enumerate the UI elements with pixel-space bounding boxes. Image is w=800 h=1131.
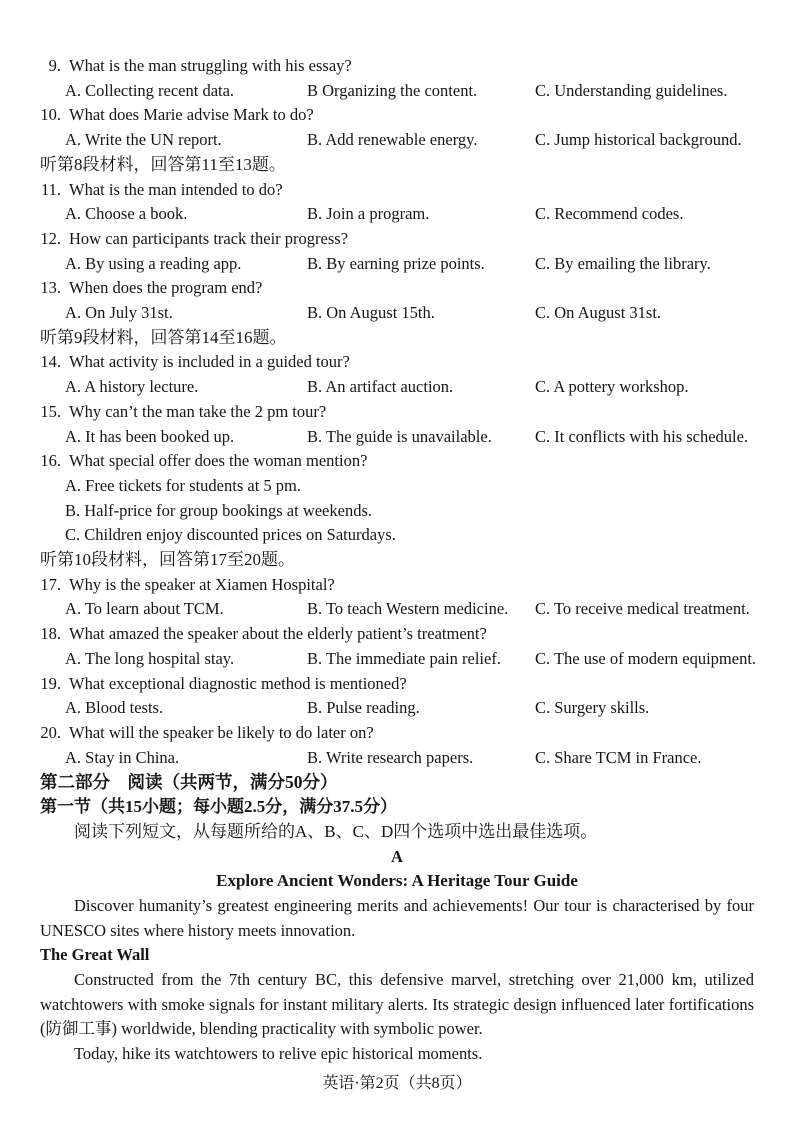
page-footer: 英语·第2页（共8页） (322, 1074, 472, 1092)
question-10-number: 10. (40, 105, 61, 125)
question-10-option-b: B. Add renewable energy. (307, 130, 478, 150)
question-18-option-b: B. The immediate pain relief. (307, 648, 501, 668)
question-10 (40, 103, 754, 128)
question-12 (40, 227, 754, 252)
question-16-number: 16. (40, 451, 61, 471)
question-14-options (65, 375, 754, 400)
question-12-stem: How can participants track their progress? (69, 228, 349, 248)
question-18-stem: What amazed the speaker about the elderly patient’s treatment? (69, 624, 487, 644)
passage-title: Explore Ancient Wonders: A Heritage Tour Guide (216, 871, 578, 891)
question-11-option-a: A. Choose a book. (65, 204, 188, 224)
question-12-number: 12. (40, 228, 61, 248)
question-11 (40, 178, 754, 203)
question-9-option-b: B Organizing the content. (307, 80, 478, 100)
section1-heading: 第一节（共15小题；每小题2.5分，满分37.5分） (40, 797, 397, 817)
question-19 (40, 672, 754, 697)
question-9-number: 9. (48, 56, 61, 75)
question-14 (40, 350, 754, 375)
question-16-option-c: C. Children enjoy discounted prices on Saturdays. (65, 525, 396, 545)
question-18-option-a: A. The long hospital stay. (65, 648, 235, 668)
question-10-options (65, 128, 754, 153)
question-14-option-a: A. A history lecture. (65, 377, 199, 397)
question-20-options (65, 746, 754, 771)
question-16-option-a: A. Free tickets for students at 5 pm. (65, 475, 301, 495)
question-18-options (65, 647, 757, 672)
question-19-number: 19. (40, 673, 61, 693)
question-13-option-a: A. On July 31st. (65, 303, 173, 323)
reading-section (40, 770, 754, 1066)
question-13-option-b: B. On August 15th. (307, 303, 435, 323)
material-cue-9: 听第9段材料，回答第14至16题。 (40, 327, 287, 347)
question-10-option-c: C. Jump historical background. (535, 130, 742, 150)
question-20-option-b: B. Write research papers. (307, 747, 474, 767)
question-19-option-b: B. Pulse reading. (307, 698, 420, 718)
question-16 (40, 449, 754, 474)
question-18-number: 18. (40, 624, 61, 644)
question-15-options (65, 425, 754, 450)
question-18-option-c: C. The use of modern equipment. (535, 648, 757, 668)
question-11-stem: What is the man intended to do? (69, 179, 283, 199)
question-13-stem: When does the program end? (69, 278, 263, 298)
passage-label: A (391, 846, 403, 866)
question-9-stem: What is the man struggling with his essay? (69, 56, 352, 75)
question-12-option-a: A. By using a reading app. (65, 253, 242, 273)
question-15-stem: Why can’t the man take the 2 pm tour? (69, 401, 327, 421)
question-14-option-c: C. A pottery workshop. (535, 377, 689, 397)
passage-paragraph-2: Constructed from the 7th century BC, this defensive marvel, stretching over 21,000 km, utilized watchtowers with smoke signals for instant military alerts. Its strategic design influenced later fortifications (防御工事) worldwide, blending practicality with symbolic power. (40, 970, 754, 1039)
question-19-options (65, 696, 754, 721)
question-9-option-a: A. Collecting recent data. (65, 80, 235, 100)
question-14-number: 14. (40, 352, 61, 372)
listening-section (40, 54, 757, 770)
question-17-option-c: C. To receive medical treatment. (535, 599, 750, 619)
question-11-option-c: C. Recommend codes. (535, 204, 684, 224)
reading-instruction: 阅读下列短文，从每题所给的A、B、C、D四个选项中选出最佳选项。 (74, 821, 598, 841)
passage-paragraph-3: Today, hike its watchtowers to relive epic historical moments. (74, 1044, 483, 1064)
question-14-option-b: B. An artifact auction. (307, 377, 454, 397)
question-19-option-c: C. Surgery skills. (535, 698, 650, 718)
question-17-number: 17. (40, 574, 61, 594)
question-11-number: 11. (40, 179, 61, 199)
question-16-option-b: B. Half-price for group bookings at weekends. (65, 500, 372, 520)
passage-subheading-great-wall: The Great Wall (40, 945, 150, 965)
question-18 (40, 622, 754, 647)
question-12-options (65, 252, 754, 277)
question-20-option-a: A. Stay in China. (65, 747, 180, 767)
question-20-option-c: C. Share TCM in France. (535, 747, 702, 767)
question-17-option-a: A. To learn about TCM. (65, 599, 224, 619)
question-13-option-c: C. On August 31st. (535, 303, 662, 323)
question-10-option-a: A. Write the UN report. (65, 130, 222, 150)
question-10-stem: What does Marie advise Mark to do? (69, 105, 314, 125)
question-9-option-c: C. Understanding guidelines. (535, 80, 728, 100)
question-15-option-c: C. It conflicts with his schedule. (535, 426, 749, 446)
question-11-option-b: B. Join a program. (307, 204, 430, 224)
question-15 (40, 400, 754, 425)
material-cue-10: 听第10段材料，回答第17至20题。 (40, 550, 295, 570)
question-17 (40, 573, 754, 598)
question-20 (40, 721, 754, 746)
question-15-number: 15. (40, 401, 61, 421)
question-9 (40, 54, 754, 79)
question-9-options (65, 79, 754, 104)
question-17-options (65, 597, 754, 622)
question-11-options (65, 202, 754, 227)
question-15-option-b: B. The guide is unavailable. (307, 426, 492, 446)
question-20-number: 20. (40, 722, 61, 742)
question-12-option-c: C. By emailing the library. (535, 253, 711, 273)
question-20-stem: What will the speaker be likely to do later on? (69, 722, 374, 742)
question-17-option-b: B. To teach Western medicine. (307, 599, 509, 619)
question-13 (40, 276, 754, 301)
question-13-number: 13. (40, 278, 61, 298)
part2-heading: 第二部分 阅读（共两节，满分50分） (40, 772, 338, 793)
question-12-option-b: B. By earning prize points. (307, 253, 485, 273)
question-15-option-a: A. It has been booked up. (65, 426, 235, 446)
question-13-options (65, 301, 754, 326)
passage-paragraph-1: Discover humanity’s greatest engineering merits and achievements! Our tour is characterised by four UNESCO sites where history meets innovation. (40, 895, 754, 940)
question-16-stem: What special offer does the woman mention? (69, 451, 368, 471)
material-cue-8: 听第8段材料，回答第11至13题。 (40, 154, 286, 174)
question-19-option-a: A. Blood tests. (65, 698, 164, 718)
question-14-stem: What activity is included in a guided tour? (69, 352, 350, 372)
question-17-stem: Why is the speaker at Xiamen Hospital? (69, 574, 335, 594)
question-19-stem: What exceptional diagnostic method is mentioned? (69, 673, 407, 693)
